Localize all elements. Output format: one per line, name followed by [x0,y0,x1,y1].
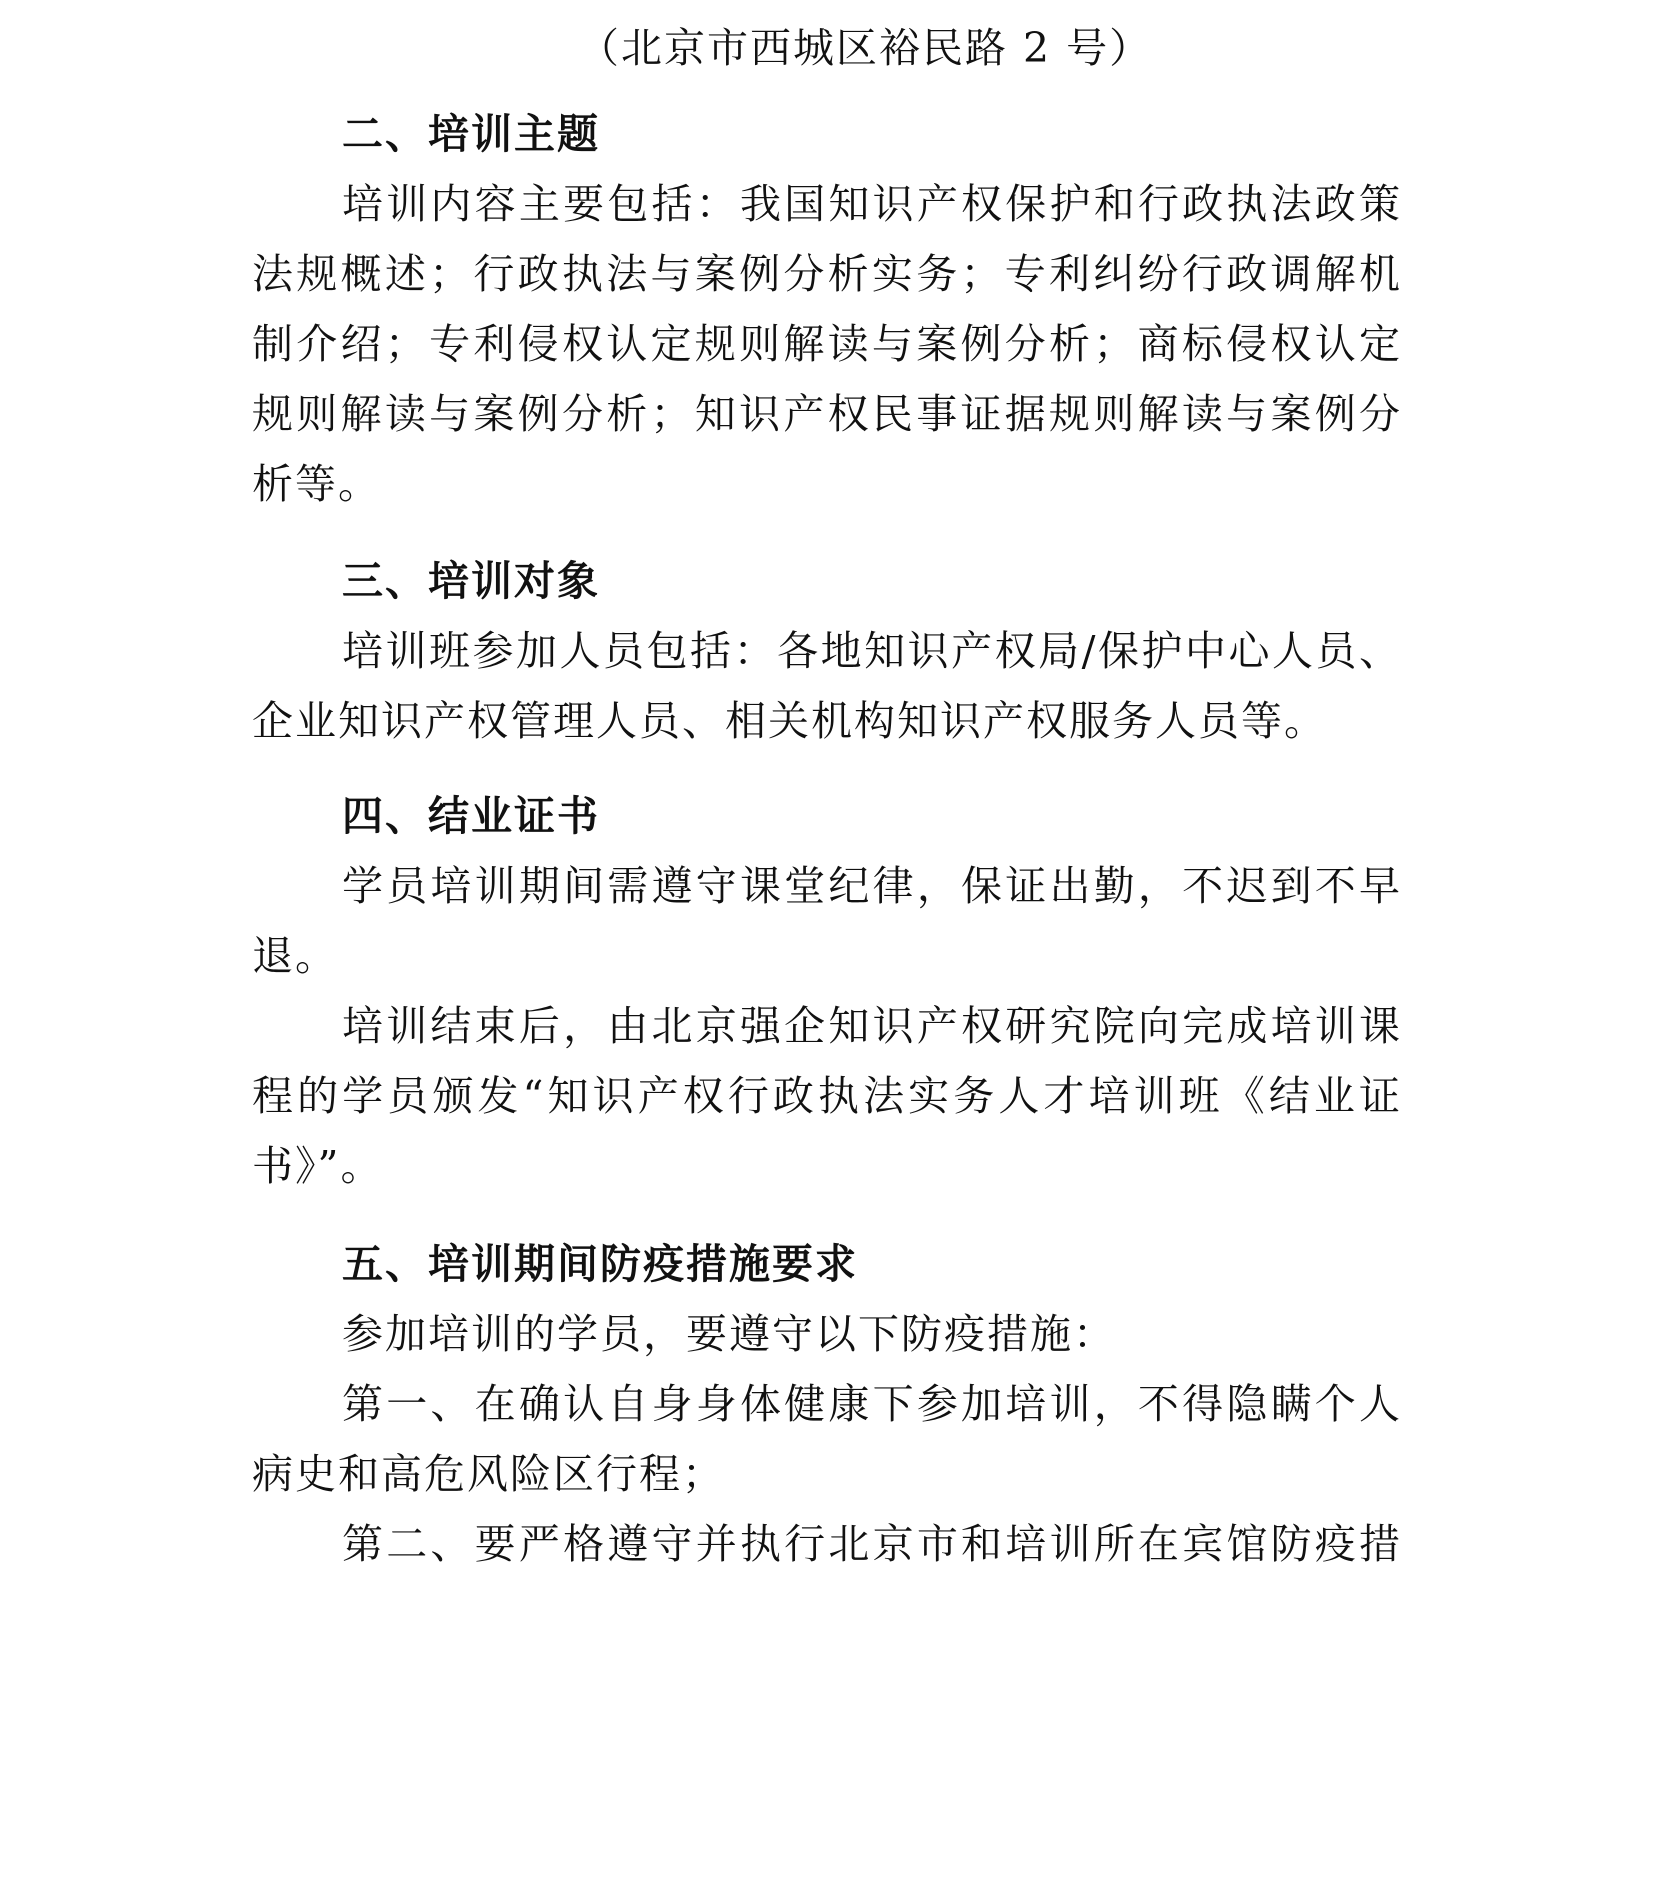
venue-address: （北京市西城区裕民路 2 号） [578,24,1153,72]
certificate-p2-line-2: 程的学员颁发“知识产权行政执法实务人才培训班《结业证 [252,1072,1402,1120]
epidemic-p2-line-2: 病史和高危风险区行程； [252,1450,725,1498]
audience-line-1: 培训班参加人员包括：各地知识产权局/保护中心人员、 [342,627,1402,675]
topic-line-4: 规则解读与案例分析；知识产权民事证据规则解读与案例分 [252,390,1402,438]
section-heading-certificate: 四、结业证书 [342,792,600,840]
section-heading-audience: 三、培训对象 [342,557,600,605]
certificate-p1-line-2: 退。 [252,932,338,980]
epidemic-p3-line-1: 第二、要严格遵守并执行北京市和培训所在宾馆防疫措 [342,1520,1402,1568]
audience-line-2: 企业知识产权管理人员、相关机构知识产权服务人员等。 [252,697,1327,745]
certificate-p1-line-1: 学员培训期间需遵守课堂纪律，保证出勤，不迟到不早 [342,862,1402,910]
certificate-p2-line-3: 书》”。 [252,1142,384,1190]
topic-line-3: 制介绍；专利侵权认定规则解读与案例分析；商标侵权认定 [252,320,1402,368]
epidemic-p2-line-1: 第一、在确认自身身体健康下参加培训，不得隐瞒个人 [342,1380,1402,1428]
section-heading-topic: 二、培训主题 [342,110,600,158]
topic-line-5: 析等。 [252,460,381,508]
section-heading-epidemic: 五、培训期间防疫措施要求 [342,1240,858,1288]
topic-line-2: 法规概述；行政执法与案例分析实务；专利纠纷行政调解机 [252,250,1402,298]
certificate-p2-line-1: 培训结束后，由北京强企知识产权研究院向完成培训课 [342,1002,1402,1050]
topic-line-1: 培训内容主要包括：我国知识产权保护和行政执法政策 [342,180,1402,228]
epidemic-p1-line-1: 参加培训的学员，要遵守以下防疫措施： [342,1310,1116,1358]
